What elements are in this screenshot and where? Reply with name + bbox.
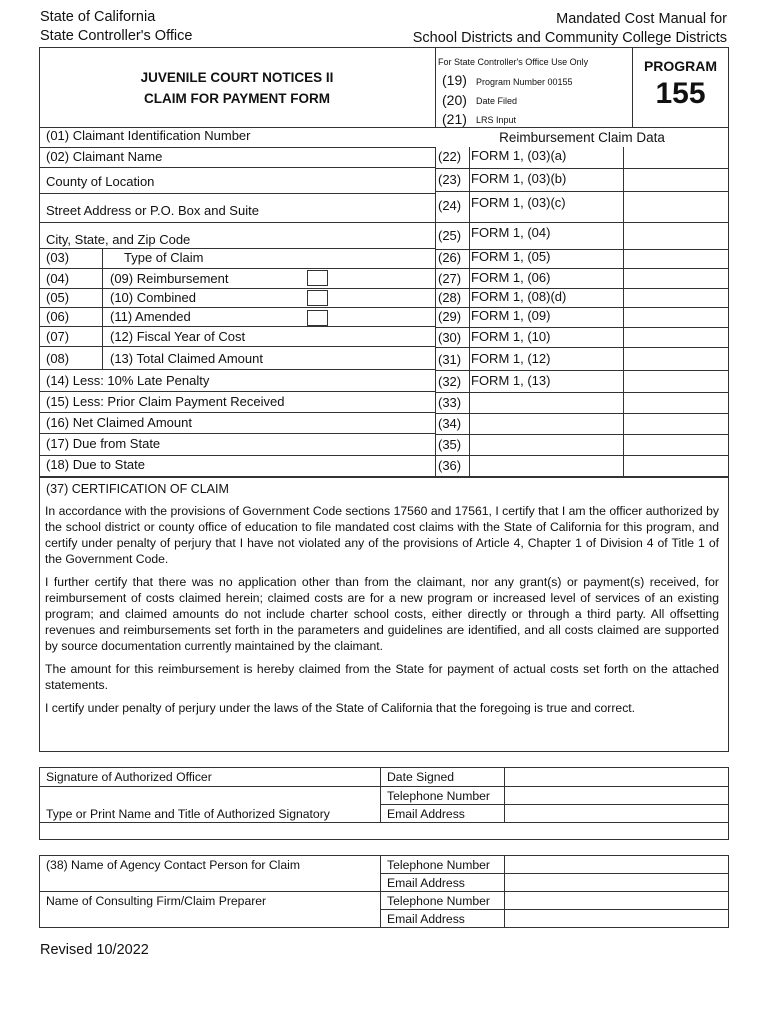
agency-contact-field[interactable]: (38) Name of Agency Contact Person for Claim — [46, 858, 301, 872]
claim-data-amount-input[interactable] — [624, 249, 728, 267]
signature-field[interactable]: Signature of Authorized Officer — [46, 770, 212, 784]
claim-data-label: FORM 1, (12) — [471, 351, 551, 366]
amended-checkbox[interactable] — [307, 310, 328, 326]
prior-payment-field[interactable]: (15) Less: Prior Claim Payment Received — [46, 394, 285, 409]
contact-telephone-label: Telephone Number — [387, 858, 490, 872]
claim-data-label: FORM 1, (05) — [471, 249, 551, 264]
claim-data-number: (32) — [438, 374, 462, 389]
claim-data-label: FORM 1, (03)(b) — [471, 171, 567, 186]
telephone-input[interactable] — [505, 787, 728, 803]
preparer-telephone-label: Telephone Number — [387, 894, 490, 908]
reimbursement-checkbox[interactable] — [307, 270, 328, 286]
type-of-claim-label: Type of Claim — [124, 250, 204, 265]
claim-data-number: (33) — [438, 395, 462, 410]
due-to-state-field[interactable]: (18) Due to State — [46, 457, 145, 472]
certification-paragraph-1: In accordance with the provisions of Government Code sections 17560 and 17561, I certify that I am the officer authorized by the school district or county office of education to file mandated cost claims with the State of California for this program, and certify under penalty of perjury that I have not violated any of the provisions of Article 4, Chapter 1 of Division 4 of Title 1 of the Government Code. — [45, 504, 719, 566]
claim-data-number: (35) — [438, 437, 462, 452]
date-filed-field[interactable]: Date Filed — [476, 96, 518, 106]
claim-data-number: (24) — [438, 198, 462, 213]
claim-data-number: (26) — [438, 250, 462, 265]
claim-data-amount-input[interactable] — [624, 227, 728, 245]
claim-data-amount-input[interactable] — [624, 394, 728, 412]
contact-email-label: Email Address — [387, 876, 465, 890]
certification-paragraph-3: The amount for this reimbursement is hereby claimed from the State for payment of actual costs set forth on the attached statements. — [45, 662, 719, 692]
certification-text — [45, 503, 719, 723]
claim-data-number: (31) — [438, 352, 462, 367]
program-number: 155 — [655, 77, 706, 110]
county-field[interactable]: County of Location — [46, 174, 155, 189]
date-signed-label: Date Signed — [387, 770, 455, 784]
preparer-telephone-input[interactable] — [505, 892, 728, 908]
claim-data-amount-input[interactable] — [624, 373, 728, 391]
combined-checkbox[interactable] — [307, 290, 328, 306]
telephone-label: Telephone Number — [387, 789, 490, 803]
claim-data-number: (25) — [438, 228, 462, 243]
header-state: State of California — [40, 9, 156, 25]
reimbursement-label: (09) Reimbursement — [110, 271, 229, 286]
claim-data-amount-input[interactable] — [624, 197, 728, 215]
header-manual-title: Mandated Cost Manual for — [556, 11, 727, 27]
claim-data-label: FORM 1, (13) — [471, 373, 551, 388]
claim-data-amount-input[interactable] — [624, 436, 728, 454]
revised-date: Revised 10/2022 — [40, 942, 149, 958]
header-manual-subtitle: School Districts and Community College Districts — [412, 30, 727, 46]
claim-data-number: (27) — [438, 271, 462, 286]
net-claimed-field[interactable]: (16) Net Claimed Amount — [46, 415, 192, 430]
program-number-field[interactable]: Program Number 00155 — [476, 77, 573, 87]
fiscal-year-field[interactable]: (12) Fiscal Year of Cost — [110, 329, 246, 344]
email-input[interactable] — [505, 805, 728, 821]
contact-telephone-input[interactable] — [505, 856, 728, 872]
signatory-name-field[interactable]: Type or Print Name and Title of Authorized Signatory — [46, 807, 330, 821]
claim-data-amount-input[interactable] — [624, 270, 728, 288]
claim-data-amount-input[interactable] — [624, 289, 728, 307]
combined-label: (10) Combined — [110, 290, 196, 305]
reimbursement-claim-data-heading: Reimbursement Claim Data — [499, 130, 665, 145]
claim-data-label: FORM 1, (10) — [471, 329, 551, 344]
contact-email-input[interactable] — [505, 874, 728, 890]
claim-data-number: (28) — [438, 290, 462, 305]
claim-data-number: (23) — [438, 172, 462, 187]
claim-data-amount-input[interactable] — [624, 415, 728, 433]
claim-data-label: FORM 1, (03)(a) — [471, 148, 567, 163]
preparer-email-input[interactable] — [505, 910, 728, 927]
sco-use-only-label: For State Controller's Office Use Only — [438, 57, 589, 67]
street-address-field[interactable]: Street Address or P.O. Box and Suite — [46, 203, 259, 218]
claim-data-label: FORM 1, (08)(d) — [471, 289, 567, 304]
program-label: PROGRAM — [643, 58, 718, 74]
preparer-email-label: Email Address — [387, 912, 465, 926]
amended-label: (11) Amended — [110, 309, 191, 324]
form-title: JUVENILE COURT NOTICES II CLAIM FOR PAYMENT FORM — [140, 70, 334, 106]
claim-data-amount-input[interactable] — [624, 457, 728, 475]
claimant-id-field[interactable]: (01) Claimant Identification Number — [46, 128, 251, 143]
city-state-zip-field[interactable]: City, State, and Zip Code — [46, 232, 191, 247]
claim-data-amount-input[interactable] — [624, 351, 728, 369]
certification-paragraph-4: I certify under penalty of perjury under the laws of the State of California that the foregoing is true and correct. — [45, 701, 636, 715]
header-office: State Controller's Office — [40, 28, 193, 44]
late-penalty-field[interactable]: (14) Less: 10% Late Penalty — [46, 373, 210, 388]
claim-data-amount-input[interactable] — [624, 308, 728, 326]
claim-data-number: (22) — [438, 149, 462, 164]
claim-data-number: (36) — [438, 458, 462, 473]
consulting-firm-field[interactable]: Name of Consulting Firm/Claim Preparer — [46, 894, 267, 908]
claim-data-amount-input[interactable] — [624, 329, 728, 347]
claim-data-label: FORM 1, (03)(c) — [471, 195, 566, 210]
due-from-state-field[interactable]: (17) Due from State — [46, 436, 161, 451]
claim-data-label: FORM 1, (09) — [471, 308, 551, 323]
claim-data-number: (34) — [438, 416, 462, 431]
lrs-input-field[interactable]: LRS Input — [476, 115, 517, 125]
claim-data-number: (29) — [438, 309, 462, 324]
date-signed-input[interactable] — [505, 768, 728, 785]
email-label: Email Address — [387, 807, 465, 821]
certification-heading: (37) CERTIFICATION OF CLAIM — [46, 482, 229, 496]
total-claimed-field[interactable]: (13) Total Claimed Amount — [110, 351, 263, 366]
claim-data-amount-input[interactable] — [624, 148, 728, 166]
claim-data-label: FORM 1, (04) — [471, 225, 551, 240]
claim-data-label: FORM 1, (06) — [471, 270, 551, 285]
claimant-name-field[interactable]: (02) Claimant Name — [46, 149, 163, 164]
certification-paragraph-2: I further certify that there was no application other than from the claimant, nor any grant(s) or payment(s) received, for reimbursement of costs claimed herein; claimed costs are for a new program or increased level of services of an existing program; and claimed amounts do not include charter school costs, either directly or through a third party. All offsetting revenues and reimbursements set forth in the parameters and guidelines are identified, and all costs claimed are supported by source documentation currently maintained by the claimant. — [45, 575, 719, 653]
claim-data-number: (30) — [438, 330, 462, 345]
claim-data-amount-input[interactable] — [624, 171, 728, 189]
